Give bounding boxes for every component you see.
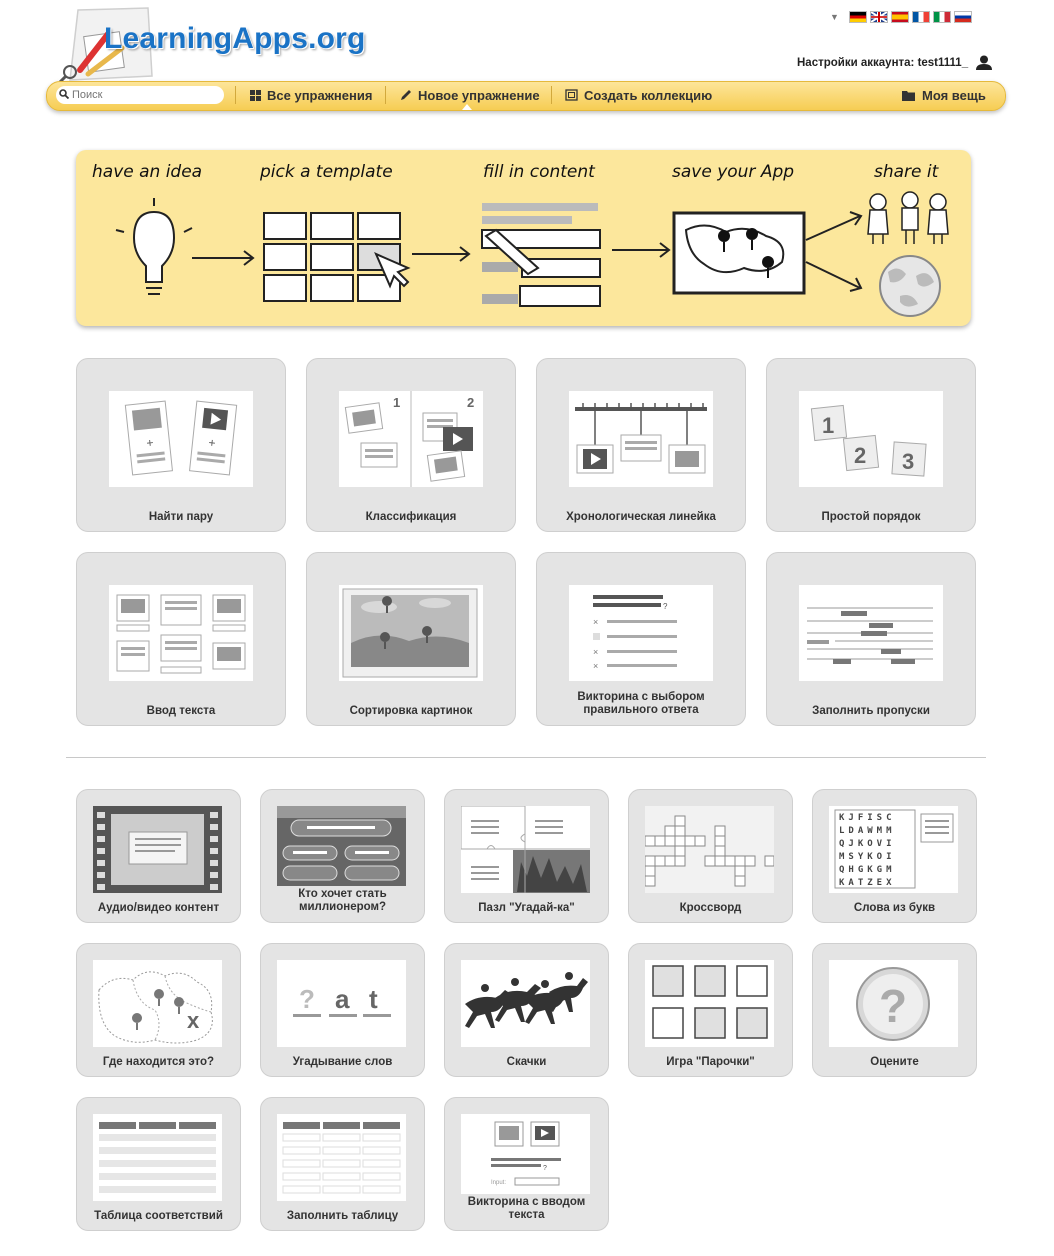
template-thumb-millionaire [277,806,406,886]
collection-icon [565,89,578,101]
nav-divider [385,86,386,104]
template-thumb-find-pair [109,391,253,487]
search-icon[interactable] [56,89,72,102]
flag-ru-icon[interactable] [954,11,972,23]
account-label[interactable]: Настройки аккаунта: test1111_ [797,56,969,69]
template-label: Аудио/видео контент [97,902,220,914]
template-thumb-matching-table [93,1114,222,1201]
nav-create-collection-label: Создать коллекцию [584,87,713,103]
template-thumb-fill-gaps [799,585,943,681]
banner-step-share: share it [874,162,939,182]
search-input[interactable] [72,89,212,101]
order-num-3: 3 [902,449,915,474]
wordgrid-row: KJFISC [839,813,896,823]
template-label: Угадывание слов [292,1056,393,1068]
banner-step-content: fill in content [483,162,595,182]
template-label: Где находится это? [102,1056,215,1068]
template-thumb-guess-word [277,960,406,1047]
template-label: Оцените [870,1056,919,1068]
quiz-input-label: Input: [491,1180,507,1186]
template-thumb-where-is-this [93,960,222,1047]
svg-text:×: × [593,661,599,671]
guess-letter-a: a [335,984,350,1014]
template-card-audio-video[interactable] [76,789,241,923]
rate-question-mark: ? [879,980,908,1032]
template-label: Скачки [506,1056,547,1068]
lightbulb-icon [116,198,192,294]
map-icon [674,213,804,293]
svg-text:x: x [187,1008,200,1033]
template-label: Пазл "Угадай-ка" [478,902,575,914]
nav-divider [235,86,236,104]
nav-create-collection[interactable] [565,82,712,108]
template-label: Слова из букв [853,902,936,914]
svg-text:+: + [207,435,217,451]
template-label: Заполнить пропуски [812,705,930,717]
arrow-icon [192,251,253,265]
template-card-simple-order[interactable] [766,358,976,532]
svg-text:+: + [145,435,155,451]
banner-step-template: pick a template [260,162,393,182]
user-icon[interactable] [976,55,992,70]
nav-divider [551,86,552,104]
template-label: Ввод текста [146,705,216,717]
order-num-2: 2 [854,443,867,468]
wordgrid-row: QJKOVI [839,839,896,849]
svg-text:×: × [593,617,599,627]
template-thumb-text-quiz [461,1114,590,1194]
nav-all-exercises[interactable] [250,82,372,108]
template-card-matching-table[interactable] [76,1097,241,1231]
language-selector[interactable] [830,11,972,23]
flag-fr-icon[interactable] [912,11,930,23]
template-card-classification[interactable] [306,358,516,532]
template-label: Викторина с выбором правильного ответа [577,691,705,716]
flag-de-icon[interactable] [849,11,867,23]
template-label: Таблица соответствий [94,1210,223,1222]
banner-step-save: save your App [672,162,795,182]
guess-letter-q: ? [299,984,315,1014]
template-thumb-crossword [645,806,774,893]
arrow-icon [412,247,469,261]
flag-es-icon[interactable] [891,11,909,23]
template-thumb-word-grid [829,806,958,893]
template-label: Викторина с вводом текста [467,1196,586,1221]
template-card-find-pair[interactable] [76,358,286,532]
nav-my-stuff-label: Моя вещь [922,87,986,103]
template-card-millionaire[interactable] [260,789,425,923]
banner-step-idea: have an idea [92,162,203,182]
template-card-multiple-choice[interactable] [536,552,746,726]
template-card-timeline[interactable] [536,358,746,532]
wordgrid-row: QHGKGM [839,865,896,875]
template-grid-icon [264,213,408,301]
template-card-where-is-this[interactable] [76,943,241,1077]
order-num-1: 1 [822,413,835,438]
template-thumb-classification [339,391,483,487]
nav-my-stuff[interactable] [902,82,986,108]
active-tab-marker [462,104,472,110]
template-card-text-quiz[interactable] [444,1097,609,1231]
template-card-pairs-game[interactable] [628,943,793,1077]
wordgrid-row: KATZEX [839,878,896,888]
globe-icon [880,256,940,316]
template-thumb-horse-race [461,960,590,1047]
template-card-text-input[interactable] [76,552,286,726]
template-label: Найти пару [148,511,214,523]
template-thumb-puzzle [461,806,590,893]
arrow-icon [612,243,669,257]
svg-text:?: ? [543,1165,547,1172]
form-fields-icon [482,203,600,306]
template-thumb-rate [829,960,958,1047]
grid-icon [250,90,261,101]
template-label: Кто хочет стать миллионером? [298,888,387,913]
template-thumb-audio-video [93,806,222,893]
template-card-horse-race[interactable] [444,943,609,1077]
site-logo[interactable]: LearningApps.org [104,22,366,55]
people-icon [868,192,948,244]
svg-text:?: ? [663,602,668,611]
template-thumb-timeline [569,391,713,487]
classify-num-2: 2 [467,395,475,410]
template-card-guess-word[interactable] [260,943,425,1077]
svg-text:×: × [593,647,599,657]
template-label: Кроссворд [679,902,742,914]
template-card-word-grid[interactable] [812,789,977,923]
search-box[interactable] [56,86,224,104]
template-card-rate[interactable] [812,943,977,1077]
nav-all-exercises-label: Все упражнения [267,87,373,103]
wordgrid-row: MSYKOI [839,852,896,862]
wordgrid-row: LDAWMM [839,826,896,836]
template-thumb-simple-order [799,391,943,487]
flag-it-icon[interactable] [933,11,951,23]
template-thumb-fill-table [277,1114,406,1201]
template-thumb-multiple-choice [569,585,713,681]
template-thumb-pairs-game [645,960,774,1047]
template-label: Хронологическая линейка [566,511,716,523]
template-card-fill-gaps[interactable] [766,552,976,726]
pencil-icon [400,89,412,101]
nav-new-exercise-label: Новое упражнение [418,87,540,103]
template-card-image-sort[interactable] [306,552,516,726]
template-card-fill-table[interactable] [260,1097,425,1231]
classify-num-1: 1 [393,395,401,410]
template-label: Классификация [365,511,457,523]
template-thumb-image-sort [339,585,483,681]
folder-icon [902,90,916,101]
banner-illustration [76,150,971,326]
template-thumb-text-input [109,585,253,681]
section-divider [66,757,986,758]
share-arrows-icon [806,212,861,291]
template-label: Игра "Парочки" [666,1056,755,1068]
template-label: Сортировка картинок [349,705,473,717]
template-label: Заполнить таблицу [286,1210,399,1222]
dropdown-caret-icon[interactable]: ▼ [830,12,839,22]
flag-en-icon[interactable] [870,11,888,23]
guess-letter-t: t [369,984,378,1014]
template-card-crossword[interactable] [628,789,793,923]
template-label: Простой порядок [821,511,921,523]
account-settings[interactable] [797,55,992,70]
template-card-puzzle[interactable] [444,789,609,923]
